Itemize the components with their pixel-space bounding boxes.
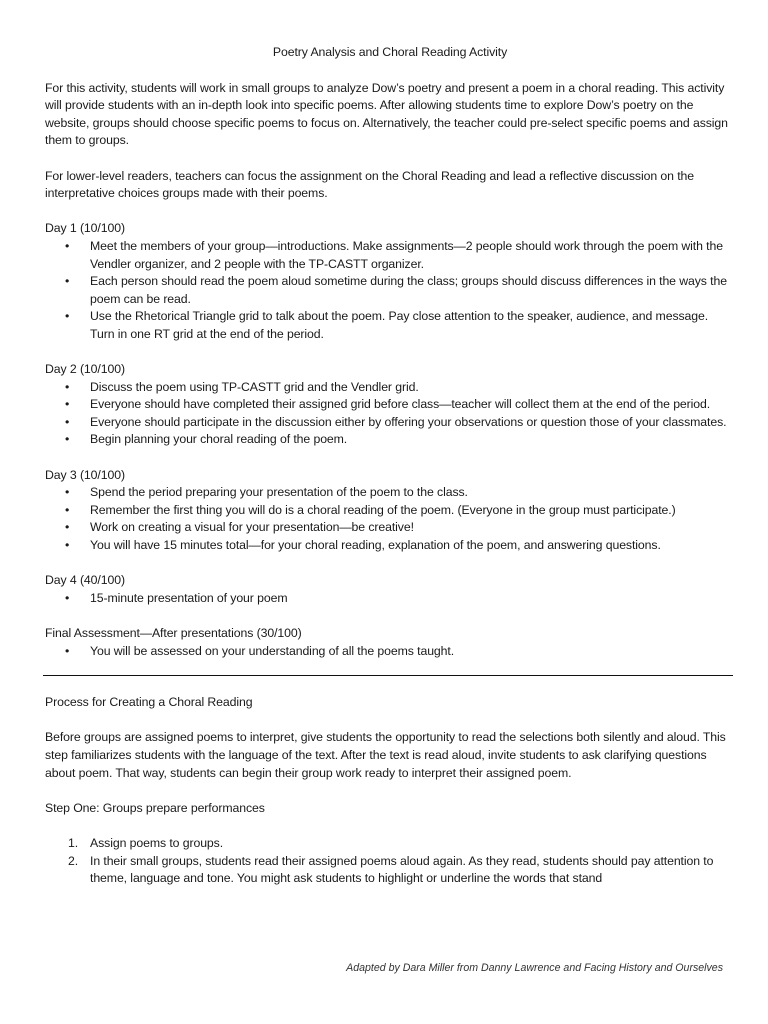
bullet-icon: •: [65, 274, 70, 289]
day-heading: Day 1 (10/100): [45, 221, 125, 236]
list-item: 2. In their small groups, students read their assigned poems aloud again. As they read, students should pay attention to theme, language and tone. You might ask students to highlight or underline the words that stand: [68, 853, 714, 886]
day-section: [45, 572, 735, 607]
section-divider: [43, 675, 733, 676]
list-item: • Everyone should participate in the discussion either by offering your observations or question those of your classmates.: [45, 414, 735, 432]
bullet-icon: •: [65, 414, 70, 429]
day-section: [45, 361, 735, 449]
list-item: • Work on creating a visual for your presentation—be creative!: [45, 519, 735, 537]
list-item: 1. Assign poems to groups.: [45, 835, 735, 853]
day-heading: Day 4 (40/100): [45, 573, 125, 588]
day-heading: Final Assessment—After presentations (30/100): [45, 626, 302, 640]
day-section: [45, 625, 735, 660]
bullet-icon: •: [65, 397, 70, 412]
day-task-list: [45, 379, 735, 449]
list-item: • Meet the members of your group—introductions. Make assignments—2 people should work through the poem with the Vendler organizer, and 2 people with the TP-CASTT organizer.: [65, 238, 723, 271]
bullet-icon: •: [65, 538, 70, 553]
bullet-icon: •: [65, 432, 70, 447]
step-heading: Step One: Groups prepare performances: [45, 800, 265, 815]
section-heading: Process for Creating a Choral Reading: [45, 695, 253, 710]
document-page: [45, 44, 735, 888]
intro-paragraph: For lower-level readers, teachers can focus the assignment on the Choral Reading and lead a reflective discussion on the interpretative choices groups made with their poems.: [45, 168, 694, 201]
list-item: • Each person should read the poem aloud sometime during the class; groups should discuss differences in the ways the poem can be read.: [65, 274, 727, 306]
day-task-list: [45, 238, 735, 344]
bullet-icon: •: [65, 520, 70, 535]
list-item: • Remember the first thing you will do is a choral reading of the poem. (Everyone in the group must participate.): [45, 502, 735, 520]
day-section: [45, 467, 735, 555]
day-task-list: [45, 484, 735, 554]
bullet-icon: •: [65, 485, 70, 500]
list-item: • You will be assessed on your understanding of all the poems taught.: [45, 643, 735, 661]
step-list: [45, 835, 735, 888]
bullet-icon: •: [65, 309, 70, 324]
list-item: • 15-minute presentation of your poem: [45, 590, 735, 608]
bullet-icon: •: [65, 502, 70, 517]
bullet-icon: •: [65, 379, 70, 394]
list-item: • Begin planning your choral reading of the poem.: [45, 431, 735, 449]
day-heading: Day 2 (10/100): [45, 362, 125, 377]
list-number: 1.: [68, 835, 79, 850]
list-item: • Use the Rhetorical Triangle grid to talk about the poem. Pay close attention to the speaker, audience, and message. Turn in one RT grid at the end of the period.: [65, 309, 709, 341]
list-item: • Everyone should have completed their assigned grid before class—teacher will collect them at the end of the period.: [45, 396, 735, 414]
day-section: [45, 220, 735, 343]
day-heading: Day 3 (10/100): [45, 467, 125, 482]
bullet-icon: •: [65, 238, 70, 253]
list-item: • Discuss the poem using TP-CASTT grid and the Vendler grid.: [45, 379, 735, 397]
list-item: • Spend the period preparing your presentation of the poem to the class.: [45, 484, 735, 502]
list-number: 2.: [68, 853, 79, 868]
day-task-list: [45, 643, 735, 661]
footer-credit: Adapted by Dara Miller from Danny Lawrence and Facing History and Ourselves: [346, 962, 723, 974]
process-paragraph: Before groups are assigned poems to interpret, give students the opportunity to read the selections both silently and aloud. This step familiarizes students with the language of the text. After the text is read aloud, invite students to ask clarifying questions about poem. That way, students can begin their group work ready to interpret their assigned poem.: [45, 730, 726, 780]
bullet-icon: •: [65, 643, 70, 658]
day-task-list: [45, 590, 735, 608]
bullet-icon: •: [65, 590, 70, 605]
intro-paragraph: For this activity, students will work in small groups to analyze Dow’s poetry and present a poem in a choral reading. This activity will provide students with an in-depth look into specific poems. After allowing students time to explore Dow’s poetry on the website, groups should choose specific poems to focus on. Alternatively, the teacher could pre-select specific poems and assign them to groups.: [45, 80, 728, 148]
document-title: Poetry Analysis and Choral Reading Activity: [272, 45, 508, 59]
list-item: • You will have 15 minutes total—for your choral reading, explanation of the poem, and answering questions.: [45, 537, 735, 555]
